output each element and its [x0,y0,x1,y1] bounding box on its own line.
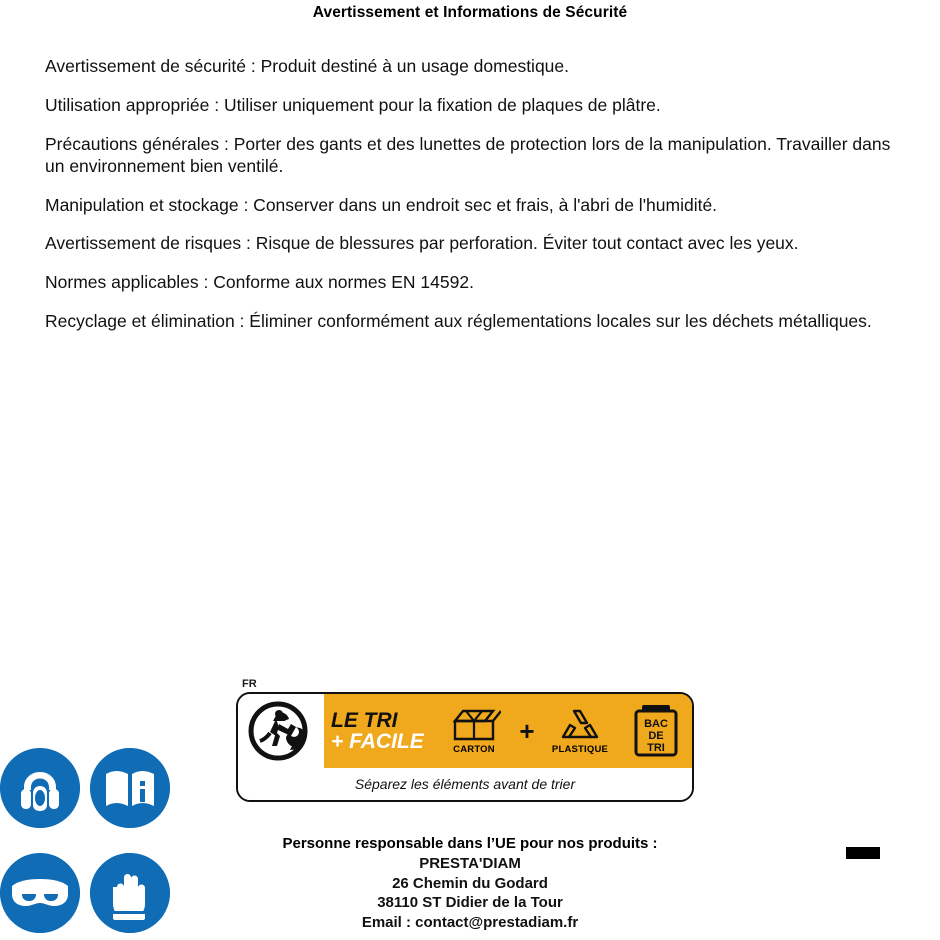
responsible-person-block [200,834,740,933]
material-carton-label: CARTON [453,744,495,755]
safety-item: Avertissement de risques : Risque de blessures par perforation. Éviter tout contact avec les yeux. [45,233,799,254]
carton-box-icon [447,707,501,743]
mandatory-pictogram-grid [0,748,180,933]
bin-cell [620,694,692,768]
country-code-label: FR [242,678,257,690]
material-plastique-label: PLASTIQUE [551,744,609,755]
eye-protection-icon [0,853,80,933]
company-email: Email : contact@prestadiam.fr [361,914,579,932]
triman-icon [238,694,324,768]
safety-item: Manipulation et stockage : Conserver dans un endroit sec et frais, à l'abri de l'humidité. [45,194,718,215]
safety-item: Recyclage et élimination : Éliminer conformément aux réglementations locales sur les déchets métalliques. [45,311,872,332]
svg-text:TRI: TRI [647,742,665,754]
banner-footer [238,768,692,800]
responsible-person-label: Personne responsable dans l’UE pour nos produits : [282,835,658,852]
company-address-line1: 26 Chemin du Godard [392,874,548,892]
company-address-line2: 38110 ST Didier de la Tour [377,894,563,912]
svg-text:BAC: BAC [644,718,668,730]
ce-marking-icon [760,808,900,898]
material-plastique [540,694,620,768]
safety-item: Utilisation appropriée : Utiliser uniquement pour la fixation de plaques de plâtre. [45,94,661,115]
safety-information-list [45,56,907,350]
ear-protection-icon [0,748,80,828]
page-title: Avertissement et Informations de Sécurité [312,4,628,21]
safety-item: Précautions générales : Porter des gants et des lunettes de protection lors de la manipulation. Travailler dans un environnement bien ventilé. [45,133,891,176]
banner-footer-text: Séparez les éléments avant de trier [354,776,576,792]
tri-facile-line2: + FACILE [331,730,424,753]
svg-text:DE: DE [648,730,664,742]
safety-item: Avertissement de sécurité : Produit destiné à un usage domestique. [45,56,570,76]
read-instructions-icon [90,748,170,828]
company-name: PRESTA'DIAM [419,854,521,872]
hand-protection-icon [90,853,170,933]
tri-facile-line1: LE TRI [331,708,398,732]
safety-item: Normes applicables : Conforme aux normes EN 14592. [45,272,474,293]
recycle-triangle-icon [556,707,604,743]
tri-facile-headline [324,694,434,768]
plus-separator: + [514,694,540,768]
recycling-banner-box [236,692,694,802]
recycling-banner [236,678,698,818]
material-carton [434,694,514,768]
bin-icon [628,701,684,761]
